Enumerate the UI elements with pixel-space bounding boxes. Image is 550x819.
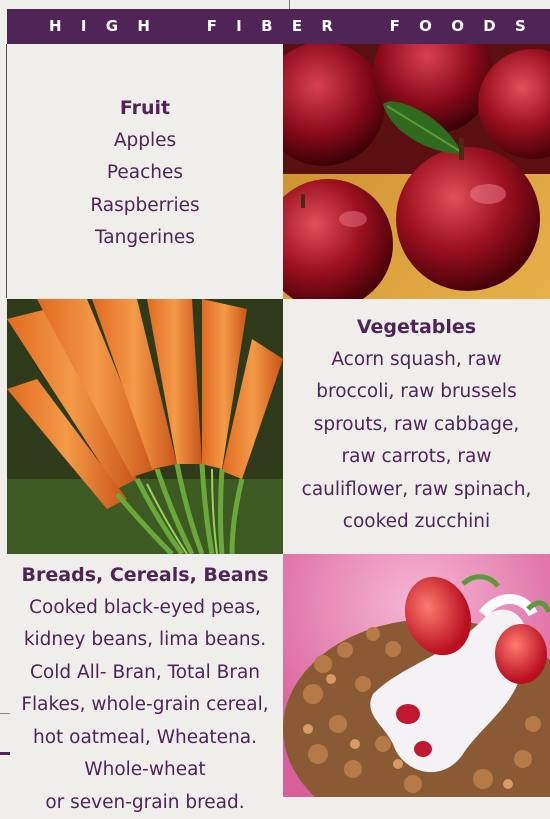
breads-line: Flakes, whole-grain cereal, bbox=[7, 689, 283, 722]
vegetables-line: broccoli, raw brussels bbox=[283, 376, 550, 409]
fruit-item: Peaches bbox=[7, 157, 283, 190]
vegetables-section bbox=[283, 311, 550, 539]
header-letter: B bbox=[261, 19, 272, 34]
vegetables-line: Acorn squash, raw bbox=[283, 344, 550, 377]
breads-line: Cooked black-eyed peas, bbox=[7, 592, 283, 625]
vegetables-line: cauliflower, raw spinach, bbox=[283, 474, 550, 507]
header-letter: E bbox=[292, 19, 302, 34]
header-letter: G bbox=[106, 19, 118, 34]
breads-line: kidney beans, lima beans. bbox=[7, 624, 283, 657]
header-letter: F bbox=[207, 19, 217, 34]
fruit-item: Raspberries bbox=[7, 190, 283, 223]
header-letter: F bbox=[390, 19, 400, 34]
vegetables-line: raw carrots, raw bbox=[283, 441, 550, 474]
apples-photo bbox=[283, 44, 550, 299]
vegetables-heading: Vegetables bbox=[283, 311, 550, 344]
vegetables-line: sprouts, raw cabbage, bbox=[283, 409, 550, 442]
breads-line: hot oatmeal, Wheatena. bbox=[7, 722, 283, 755]
vegetables-line: cooked zucchini bbox=[283, 506, 550, 539]
divider bbox=[289, 0, 290, 9]
fruit-section bbox=[7, 92, 283, 255]
header-letter: O bbox=[419, 19, 432, 34]
header-letter: H bbox=[137, 19, 150, 34]
granola-photo bbox=[283, 554, 550, 797]
header-bar bbox=[7, 9, 550, 44]
header-letter: D bbox=[483, 19, 495, 34]
carrots-photo bbox=[7, 299, 283, 554]
breads-heading: Breads, Cereals, Beans bbox=[7, 559, 283, 592]
breads-line: Cold All- Bran, Total Bran bbox=[7, 657, 283, 690]
divider bbox=[0, 752, 10, 755]
fruit-item: Apples bbox=[7, 125, 283, 158]
divider bbox=[0, 713, 10, 714]
header-letter: I bbox=[236, 19, 242, 34]
breads-line: or seven-grain bread. bbox=[7, 787, 283, 819]
header-letter: H bbox=[49, 19, 62, 34]
header-letter: I bbox=[81, 19, 87, 34]
breads-line: Whole-wheat bbox=[7, 754, 283, 787]
fruit-heading: Fruit bbox=[7, 92, 283, 125]
breads-section bbox=[7, 559, 283, 819]
header-letter: R bbox=[321, 19, 333, 34]
header-letter: O bbox=[451, 19, 464, 34]
fruit-item: Tangerines bbox=[7, 222, 283, 255]
header-letter: S bbox=[515, 19, 526, 34]
